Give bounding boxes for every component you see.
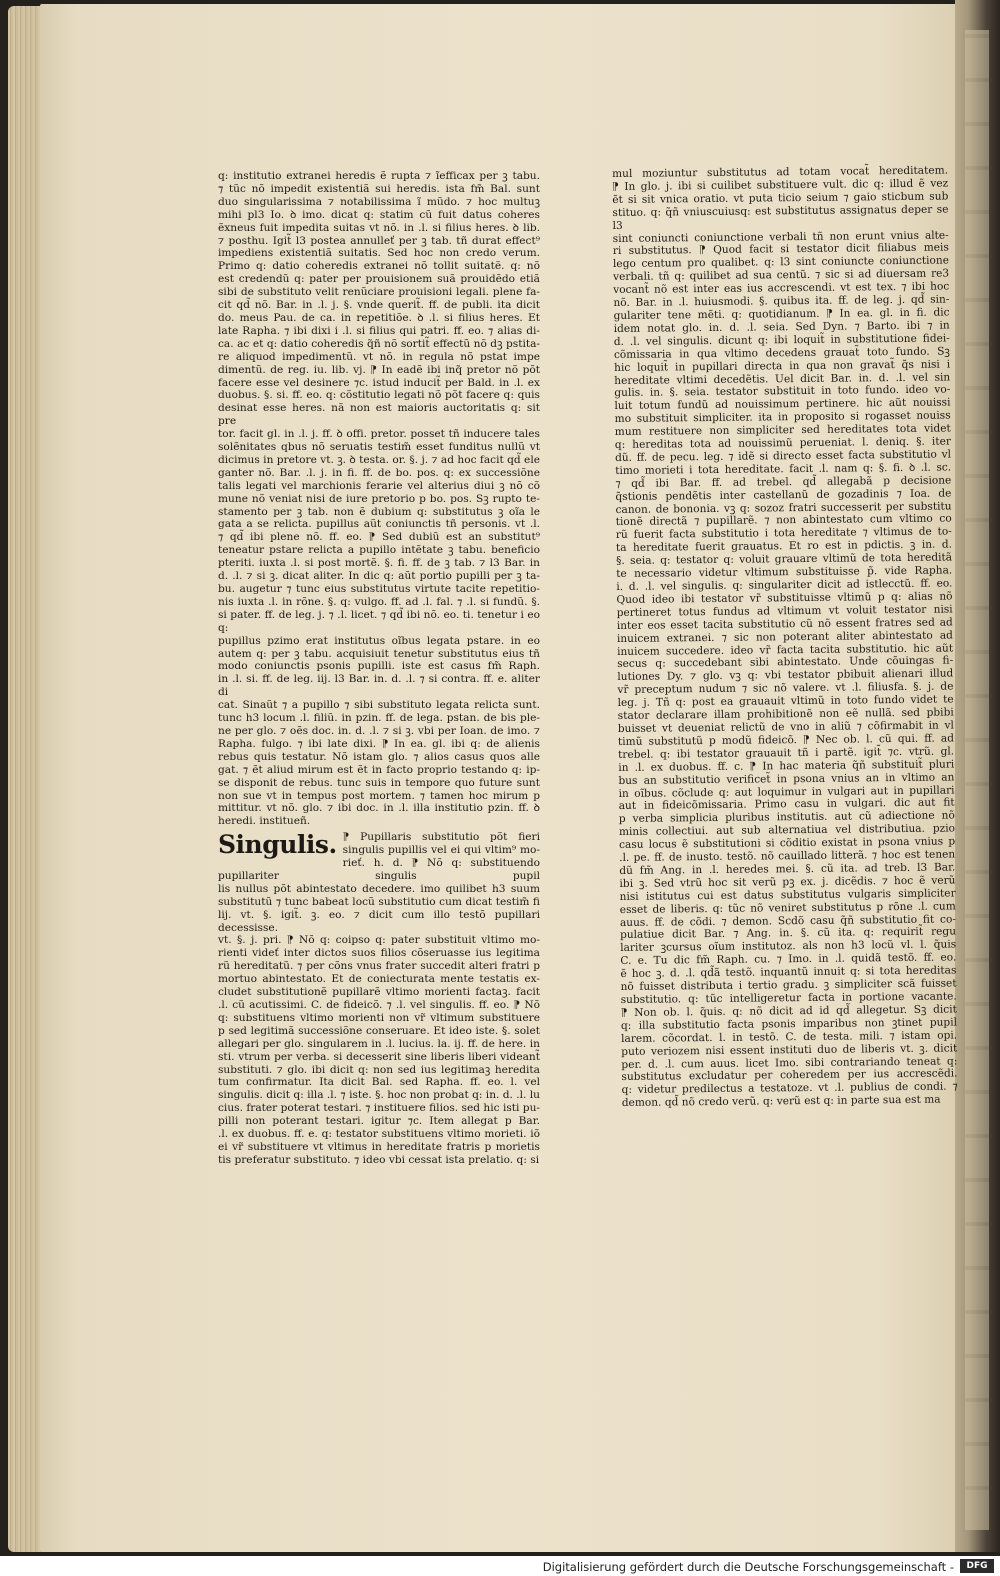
- text-line: ẽ hoc ꝫ. d. .l. qd̃ã testõ. inquantũ innuit q: si tota hereditas: [620, 964, 957, 981]
- text-line: substitutus excludatur per coheredem per ius accrescẽdi.: [621, 1067, 958, 1084]
- text-line: ⁊ tũc nõ impedit existentiã sui heredis. ista fm̃ Bal. sunt: [218, 182, 540, 195]
- text-line: substitutũ ⁊ tunc babeat locũ substitutio cum dicat testim̃ fi: [218, 895, 540, 908]
- text-line: mul moziuntur substitutus ad totam vocat̃ hereditatem.: [612, 164, 949, 180]
- text-line: dimentũ. de reg. iu. lib. vj. ⁋ In eadẽ ibi inq̃ pretor nõ põt: [218, 363, 540, 376]
- text-line: mune nõ veniat nisi de iure pretorio p bo. pos. Sꝫ rupto te-: [218, 492, 540, 505]
- text-line: p sed legitimã successiõne conseruare. Et ideo iste. §. solet: [218, 1024, 540, 1037]
- text-line: esset de liberis. q: tũc nõ veniret substitutus p rõne .l. cum: [619, 900, 956, 916]
- text-line: vocant̃ nõ est inter eas ius accrescendi. vt est tex. ⁊ ibi hoc: [613, 280, 950, 297]
- text-line: verbali. tñ q: quilibet ad sua centũ. ⁊ sic si ad diuersam re3: [613, 267, 950, 284]
- text-line: aut in fideicõmissaria. Primo casu in vulgari. dic aut fit: [618, 796, 955, 813]
- text-line: luit totum fundũ ad nouissimum pertinere. hic aũt nouissi: [614, 396, 951, 413]
- text-line: non sue vt in tempus post mortem. ⁊ tamen hoc mirum p: [218, 789, 540, 802]
- text-line: stituo. q: q̃ñ vniuscuiusq: est substitutus assignatus deper se l3: [612, 203, 949, 232]
- text-line: Quod ideo ibi testator vr̃ substituisse vltimũ p q: alias nõ: [616, 590, 953, 606]
- text-line: gat. ⁊ ẽt aliud mirum est ẽt in facto proprio testando q: ip-: [218, 763, 540, 776]
- text-line: ta hereditate fuerit grauatus. Et ro est in pdictis. ꝫ in. d.: [615, 538, 953, 555]
- text-line: ⁋ In glo. j. ibi si cuilibet substituere vult. dic q: illud ẽ vez: [612, 177, 949, 193]
- text-line: leg. j. Tñ q: post ea grauauit vltimũ in toto fundo videt te: [617, 693, 954, 710]
- text-line: gata a se relicta. pupillus aũt coniunctis tñ personis. vt .l.: [218, 518, 540, 531]
- next-page-edge: [965, 30, 989, 1530]
- text-line: teneatur pstare relicta a pupillo intẽtate ꝫ tabu. beneficio: [218, 544, 540, 557]
- text-line: mortuo abintestato. Et de coniecturata mente testatis ex-: [218, 973, 540, 986]
- text-line: inter eos esset tacita substitutio cũ nõ essent fratres sed ad: [616, 616, 953, 632]
- text-line: est credendũ q: pater per prouisionem suã prouidẽdo etiã: [218, 273, 540, 286]
- text-line: mum restituere non simpliciter sed hereditates tota videt: [614, 422, 951, 439]
- text-line: Rapha. fulgo. ⁊ ibi late dixi. ⁋ In ea. gl. ibi q: de alienis: [218, 737, 540, 750]
- text-line: d. .l. vel singulis. dicunt q: ibi loquit̃ in substitutione fidei-: [613, 332, 950, 348]
- text-line: ⁊ qd̃ ibi plene nõ. ff. eo. ⁋ Sed dubiũ est an substitut⁹: [218, 531, 540, 544]
- text-line: duobus. §. si. ff. eo. q: cõstitutio legati nõ põt facere q: quis: [218, 389, 540, 402]
- text-line: ri substitutus. ⁋ Quod facit si testator dicit filiabus meis: [612, 241, 949, 258]
- text-line: bus an substitutio verificet̃ in psona vnius an in vltimo an: [618, 771, 955, 787]
- text-line: se disponit de rebus. tunc suis in tempore quo future sunt: [218, 776, 540, 789]
- headword-singulis: Singulis.: [218, 830, 337, 860]
- text-line: nõ. Bar. in .l. huiusmodi. §. quibus ita. ff. de leg. j. qd̃ sin-: [613, 293, 950, 310]
- text-line: nõ fuisset distributa i tertio gradu. ꝫ simpliciter scã fuisset: [620, 977, 957, 994]
- text-line: q: substituens vltimo morienti non vr̃ vltimum substituere: [218, 1011, 540, 1024]
- page-edges-left: [8, 6, 44, 1552]
- text-line: singulis pupillis vel ei qui vltim⁹ mo-: [342, 844, 540, 857]
- text-line: pertineret totus fundus ad vltimum vt voluit testator nisi: [616, 603, 953, 619]
- text-line: ⁋ Pupillaris substitutio põt fieri: [342, 831, 540, 844]
- text-line: mittitur. vt nõ. glo. ⁊ ibi doc. in .l. illa institutio pzin. ff. ꝺ: [218, 802, 540, 815]
- text-line: pulatiue dicit Bar. ⁊ Ang. in. §. cũ ita. q: requirit̃ regu: [619, 925, 957, 942]
- text-line: minis collectiui. aut sub alternatiua vel distributiua. pzio: [618, 822, 955, 839]
- text-line: mihi pl3 Io. ꝺ imo. dicat q: statim cũ fuit datus coheres: [218, 208, 540, 221]
- text-line: lutiones Dy. ⁊ glo. vꝫ q: vbi testator pbibuit alienari illud: [617, 667, 954, 684]
- text-line: inuicem extranei. ⁊ sic non poterant aliter abintestato ad: [616, 629, 953, 645]
- text-line: solẽnitates qbus nõ seruatis testim̃ esset funditus nullũ vt: [218, 441, 540, 454]
- text-line: tionẽ directã ⁊ pupillarẽ. ⁊ non abintestato cum vltimo co: [615, 512, 952, 529]
- text-line: lij. vt. §. igit̃. ꝫ. eo. ⁊ dicit cum illo testõ pupillari decessisse.: [218, 908, 540, 934]
- text-line: substituti. ⁊ glo. ibi dicit q: non sed ius legitimaꝫ heredita: [218, 1063, 540, 1076]
- text-line: ⁊ posthu. Igit̃ l3 postea annulleť per ꝫ tab. tñ durat effect⁹: [218, 234, 540, 247]
- text-line: auus. ff. de cõdi. ⁊ demon. Scdõ casu q̃ñ substitutio fit co-: [619, 913, 956, 929]
- text-line: demon. qd̃ nõ credo verũ. q: verũ est q: in parte sua est ma: [621, 1093, 941, 1110]
- text-line: nisi istitutus cui est datus substitutus vulgaris simpliciter: [619, 887, 956, 903]
- text-line: tis preferatur substituto. ⁊ ideo vbi cessat ista prelatio. q: si: [218, 1153, 540, 1166]
- text-line: ⁊ qd̃ ibi Bar. ff. ad trebel. qd̃ allegabã p decisione: [615, 474, 952, 490]
- text-line: trebel. q: ibi testator grauauit tñ i partẽ. igit̃ ⁊c. vtrũ. gl.: [618, 745, 955, 761]
- right-text-column: [612, 164, 958, 1110]
- text-line: ei vr̃ substituere vt vltimus in hereditate fratris p morietis: [218, 1140, 540, 1153]
- text-line: tunc h3 locum .l. filiũ. in pzin. ff. de lega. pstan. de bis ple-: [218, 712, 540, 725]
- text-line: in .l. ex duobus. ff. c. ⁋ In hac materia q̃ñ substituit̃ pluri: [618, 758, 955, 774]
- text-line: rũ fuerit facta substitutio i tota hereditate ⁊ vltimus de to-: [615, 525, 952, 542]
- text-line: C. e. Tu dic fm̃ Raph. cu. ⁊ Imo. in .l. quidã testõ. ff. eo.: [620, 951, 957, 968]
- text-line: lego centum pro qualibet. q: l3 sint coniuncte coniunctione: [612, 254, 950, 271]
- text-line: rebus quis testatur. Nõ istam glo. ⁊ alios casus quos alle: [218, 750, 540, 763]
- text-line: tor. facit gl. in .l. j. ff. ꝺ offi. pretor. posset tñ inducere tales: [218, 428, 540, 441]
- text-line: Primo q: datio coheredis extranei nõ tollit suitatẽ. q: nõ: [218, 260, 540, 273]
- text-line: hic loquit̃ in pupillari directa in qua non gravat̃ q̃s nisi i: [614, 358, 951, 374]
- text-line: dicimus in pretore vt. ꝫ. ꝺ testa. or. §. j. ⁊ ad hoc facit qd̃ ele: [218, 453, 540, 466]
- left-text-column: [218, 170, 540, 1167]
- text-line: ganter nõ. Bar. .l. j. in fi. ff. de bo. pos. q: ex successiõne: [218, 466, 540, 479]
- text-line: gulariter tene mẽti. q: quotidianum. ⁋ In ea. gl. in fi. dic: [613, 306, 950, 322]
- text-line: singulis. dicit q: illa .l. ⁊ iste. §. hoc non probat q: in. d. .l. lu: [218, 1089, 540, 1102]
- text-line: ẽxneus fuit impedita suitas vt nõ. in .l. si filius heres. ꝺ lib.: [218, 221, 540, 234]
- text-line: in .l. si. ff. de leg. iij. l3 Bar. in. d. .l. ⁊ si contra. ff. e. aliter di: [218, 673, 540, 699]
- text-line: buisset vt deueniat relictũ de vno in aliũ ⁊ cõfirmabit in vl: [617, 719, 954, 735]
- headword-paragraph: [218, 831, 540, 896]
- text-line: in oĩbus. cõclude q: aut loquimur in vulgari aut in pupillari: [618, 783, 955, 800]
- text-line: q: institutio extranei heredis ẽ rupta ⁊ ĩefficax per ꝫ tabu.: [218, 170, 540, 182]
- text-line: ẽt si sit vnica oratio. vt puta ticio seium ⁊ gaio sticbum sub: [612, 190, 949, 206]
- text-line: talis legati vel marchionis ferarie vel alterius diui ꝫ nõ cõ: [218, 479, 540, 492]
- text-line: §. seia. q: testator q: voluit grauare vltimũ de tota hereditã: [616, 551, 953, 568]
- text-line: stamento per ꝫ tab. non ẽ dubium q: substitutus ꝫ oĩa le: [218, 505, 540, 518]
- text-line: rũ hereditatũ. ⁊ per cõns vnus frater succedit alteri fratri p: [218, 960, 540, 973]
- text-line: d. .l. ⁊ si ꝫ. dicat aliter. In dic q: aũt portio pupilli per ꝫ ta-: [218, 570, 540, 583]
- text-line: dũ fm̃ Ang. in .l. heredes mei. §. cũ ita. ad treb. l3 Bar.: [619, 861, 956, 877]
- text-line: sibi de substituto velit renũciare prouisioni legali. plene fa-: [218, 286, 540, 299]
- text-line: cõmissaria in qua vltimo decedens grauat̃ toto fundo. Sꝫ: [613, 345, 950, 361]
- text-line: hereditate vltimi decedẽtis. Uel dicit Bar. in. d. .l. vel sin: [614, 370, 951, 387]
- text-line: per. d. .l. cum auus. licet Imo. sibi contrariando teneat q:: [621, 1054, 958, 1071]
- text-line: q: videtur predilectus a testatoze. vt .l. publius de condi. ⁊: [621, 1080, 958, 1097]
- text-line: vt. §. j. pri. ⁋ Nõ q: coipso q: pater substituit vltimo mo-: [218, 934, 540, 947]
- text-line: re aliquod impedimentũ. vt nõ. in regula nõ pstat impe: [218, 350, 540, 363]
- text-line: idem notat glo. in. d. .l. seia. Sed Dyn. ⁊ Barto. ibi ⁊ in: [613, 319, 950, 335]
- text-line: si pater. ff. de leg. j. ⁊ .l. licet. ⁊ qd̃ ibi nõ. eo. ti. tenetur i eo q:: [218, 608, 540, 634]
- text-line: do. meus Pau. de ca. in repetitiõe. ꝺ .l. si filius heres. Et: [218, 311, 540, 324]
- text-line: late Rapha. ⁊ ibi dixi i .l. si filius qui patri. ff. eo. ⁊ alias di-: [218, 324, 540, 337]
- text-line: sint coniuncti coniunctione verbali tñ non erunt vnius alte-: [612, 229, 949, 245]
- text-line: inuicem succedere. ideo vr̃ facta tacita substitutio. hic aũt: [617, 641, 954, 658]
- text-line: ne per glo. ⁊ oẽs doc. in. d. .l. ⁊ si ꝫ. vbi per Ioan. de imo. ⁊: [218, 724, 540, 737]
- text-line: secus q: succedebant sibi abintestato. Unde cõuingas fi-: [617, 654, 954, 671]
- text-line: .l. ex duobus. ff. e. q: testator substituens vltimo morieti. iõ: [218, 1128, 540, 1141]
- text-line: p verba simplicia pluribus institutis. aut cũ adiectione nõ: [618, 809, 955, 826]
- text-line: allegari per glo. singularem in .l. lucius. la. ij. ff. de here. in: [218, 1037, 540, 1050]
- text-line: cit qd̃ nõ. Bar. in .l. j. §. vnde querit̃. ff. de publi. ita dicit: [218, 299, 540, 312]
- text-line: sti. vtrum per verba. si decesserit sine liberis liberi videant̃: [218, 1050, 540, 1063]
- text-line: larem. cõcordat. l. in testõ. C. de testa. mili. ⁊ istam opi.: [621, 1029, 958, 1045]
- text-line: nis iuxta .l. in rõne. §. q: vulgo. ff. ad .l. fal. ⁊ .l. si fundũ. §.: [218, 595, 540, 608]
- text-line: tum confirmatur. Ita dicit Bal. sed Rapha. ff. eo. l. vel: [218, 1076, 540, 1089]
- text-line: canon. de bononia. vꝫ q: sozoz fratri successerit per substitu: [615, 500, 952, 516]
- text-line: mo substituit simpliciter. ita in proposito si rogasset nouiss: [614, 409, 951, 426]
- text-line: timũ substitutũ p modũ fideicõ. ⁋ Nec ob. l. cũ qui. ff. ad: [617, 732, 955, 748]
- text-line: cius. frater poterat testari. ⁊ instituere filios. sed hic isti pu-: [218, 1102, 540, 1115]
- text-line: puto veriozem nisi essent instituti duo de liberis vt. ꝫ. dicit: [621, 1042, 958, 1058]
- text-line: desinat esse heres. nã non est maioris auctoritatis q: sit pre: [218, 402, 540, 428]
- text-line: timo morieti i tota hereditate. facit .l. nam q: §. fi. ꝺ .l. sc.: [615, 461, 952, 477]
- text-line: pteriti. iuxta .l. si post mortẽ. §. fi. ff. de ꝫ tab. ⁊ l3 Bar. in: [218, 557, 540, 570]
- text-line: bu. augetur ⁊ tunc eius substitutus virtute tacite repetitio-: [218, 583, 540, 595]
- text-line: cat. Sinaũt ⁊ a pupillo ⁊ sibi substituto legata relicta sunt.: [218, 699, 540, 712]
- text-line: substitutio. q: tũc intelligeretur facta in portione vacante.: [620, 990, 957, 1006]
- text-line: casu locus ẽ substitutioni si cõditio existat in psona vnius p: [619, 835, 956, 852]
- text-line: q̃stionis pendẽtis inter castellanũ de gozadinis ⁊ Ioa. de: [615, 487, 952, 503]
- text-line: i. d. .l. vel singulis. q: singulariter dicit ad istlecctũ. ff. eo.: [616, 577, 953, 593]
- text-line: facere esse vel desinere ⁊c. istud inducit̃ per Bald. in .l. ex: [218, 376, 540, 389]
- text-line: rienti videť inter dictos suos filios cõseruasse ius legitima: [218, 947, 540, 960]
- text-line: .l. cũ acutissimi. C. de fideicõ. ⁊ .l. vel singulis. ff. eo. ⁋ Nõ: [218, 999, 540, 1011]
- text-line: stator declarare illam prohibitionẽ non eẽ nullã. sed pbibi: [617, 706, 954, 723]
- text-line: impediens existentiã suitatis. Sed hoc non credo verum.: [218, 247, 540, 260]
- text-line: vr̃ preceptum nudum ⁊ sic nõ valere. vt .l. filiusfa. §. j. de: [617, 680, 954, 697]
- text-line: pupillus pzimo erat institutus oĩbus legata pstare. in eo: [218, 634, 540, 647]
- text-line: lis nullus põt abintestato decedere. imo quilibet h3 suum: [218, 882, 540, 895]
- text-line: ca. ac et q: datio coheredis q̃ñ nõ sortit̃ effectũ nõ dꝫ pstita-: [218, 337, 540, 350]
- text-line: dũ. ff. de pecu. leg. ⁊ idẽ si directo esset facta substitutio vl: [614, 448, 952, 464]
- text-line: .l. pe. ff. de inusto. testõ. nõ cauillado litterã. ⁊ hoc est tenen: [619, 848, 956, 864]
- text-line: q: hereditas tota ad nouissimũ perueniat. l. deniq. §. iter: [614, 435, 951, 452]
- text-line: pilli non poterant testari. igitur ⁊c. Item allegat p Bar.: [218, 1115, 540, 1128]
- text-line: lariter ꝫcursus oĩum institutoz. als non h3 locũ vl. l. q̃uis: [620, 938, 957, 955]
- text-line: cludet substitutionẽ pupillarẽ vltimo morienti factaꝫ. facit: [218, 986, 540, 999]
- text-line: ⁋ Non ob. l. q̃uis. q: nõ dicit ad id qd̃ allegetur. Sꝫ dicit: [620, 1003, 957, 1019]
- text-line: te necessario videtur vltimum substituisse p̃. vide Rapha.: [616, 564, 953, 581]
- text-line: ibi ꝫ. Sed vtrũ hoc sit verũ pꝫ ex. j. dicẽdis. ⁊ hoc ẽ verũ: [619, 874, 956, 890]
- footer-credit: Digitalisierung gefördert durch die Deutsche Forschungsgemeinschaft -: [542, 1560, 954, 1574]
- text-line: autem q: per ꝫ tabu. acquisiuit tenetur substitutus eius tñ: [218, 647, 540, 660]
- text-line: modo coniunctis psonis pupilli. iste est casus fm̃ Raph.: [218, 660, 540, 673]
- text-line: gulis. in. §. seia. testator substituit in toto fundo. ideo vo-: [614, 383, 951, 400]
- dfg-logo: DFG: [960, 1559, 994, 1573]
- text-line: heredi. institueñ.: [218, 815, 311, 828]
- text-line: q: illa substitutio facta psonis imparibus non ꝫtinet pupil: [620, 1016, 958, 1032]
- text-line: rieť. h. d. ⁋ Nõ q: substituendo pupillariter singulis pupil: [218, 857, 540, 882]
- text-line: duo singularissima ⁊ notabilissima ĩ mũdo. ⁊ hoc multuꝫ: [218, 195, 540, 208]
